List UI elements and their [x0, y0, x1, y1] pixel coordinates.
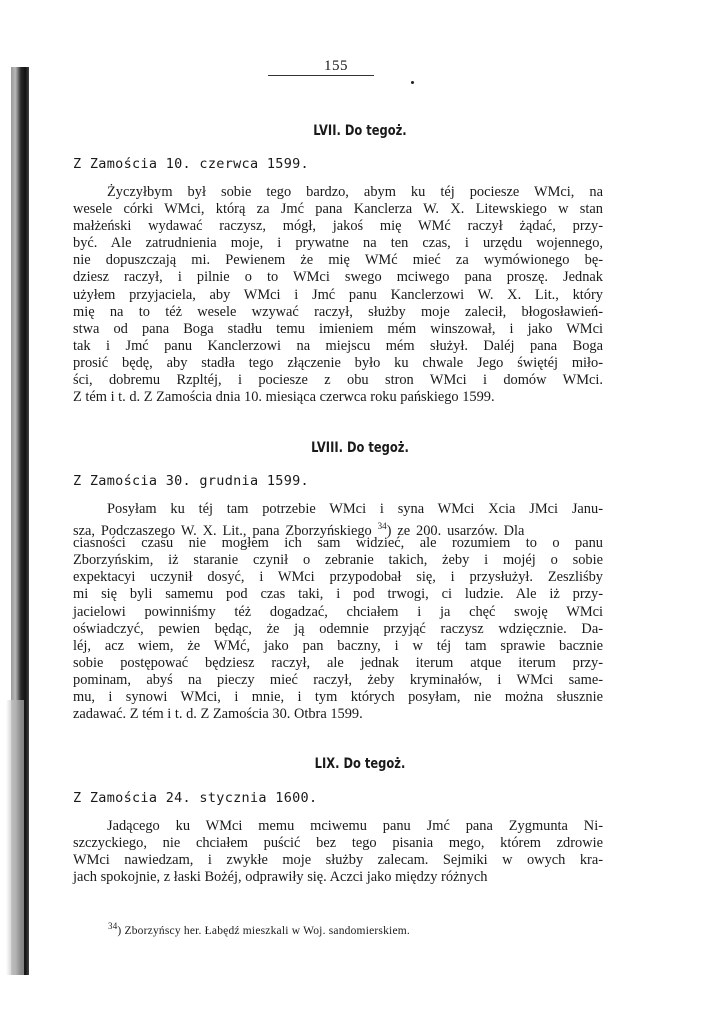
text-line: léj, acz wiem, że WMć, jako pan baczny, i w téj tam sprawie bacznie [73, 637, 603, 654]
text-line: prosić będę, aby stadła tego złączenie było ku chwale Jego świętéj miło- [73, 354, 603, 371]
text-line: pominam, abyś na pieczy mieć raczył, żeby kryminałów, i WMci same- [73, 671, 603, 688]
text-line: użyłem przyjaciela, aby WMci i Jmć panu Kanclerzowi W. X. Lit., który [73, 286, 603, 303]
footnote [108, 921, 410, 937]
text-line: Życzyłbym był sobie tego bardzo, abym ku téj pociesze WMci, na [107, 184, 603, 200]
text-line: zadawać. Z tém i t. d. Z Zamościa 30. Otbra 1599. [73, 706, 363, 723]
letter-date: Z Zamościa 24. stycznia 1600. [73, 790, 318, 806]
text-line: expektacyi uczynił dosyć, i WMci przypodobał się, i przysłużył. Zeszliśby [73, 569, 603, 586]
letter-date: Z Zamościa 30. grudnia 1599. [73, 473, 309, 489]
letter-body [73, 818, 603, 886]
text-line: stwa od pana Boga stadłu temu imieniem mém winszował, i jako WMci [73, 320, 603, 337]
section-heading: LVIII. Do tegoż. [311, 440, 409, 456]
text-line: mi się byli samemu pod czas taki, i pod trwogi, ci ludzie. Ale iż przy- [73, 586, 603, 603]
section-heading: LIX. Do tegoż. [314, 756, 406, 772]
text-line: Z tém i t. d. Z Zamościa dnia 10. miesiąca czerwca roku pańskiego 1599. [73, 389, 495, 406]
letter-body [73, 501, 603, 723]
text-line: wesele córki WMci, którą za Jmć pana Kanclerza W. X. Litewskiego w stan [73, 201, 603, 218]
footnote-mark: 34 [108, 921, 118, 931]
text-line: ciasności czasu nie mogłem ich sam widzieć, ale rozumiem to o panu [73, 535, 603, 552]
text-line-start: sza, Podczaszego W. X. Lit., pana Zborzyńskiego [73, 522, 372, 539]
text-line: jach spokojnie, z łaski Bożéj, odprawiły się. Aczci jako między różnych [73, 869, 488, 886]
text-line: szczyckiego, nie chciałem puścić bez tego pisania mego, którem zdrowie [73, 835, 603, 852]
text-line: Posyłam ku téj tam potrzebie WMci i syna WMci Xcia JMci Janu- [107, 501, 603, 517]
footnote-text: ) Zborzyńscy her. Łabędź mieszkali w Woj. sandomierskiem. [117, 924, 410, 937]
section-heading: LVII. Do tegoż. [313, 123, 407, 139]
text-line: mię na to téż wesele wzywać raczył, służby moje zalecił, błogosławień- [73, 303, 603, 320]
text-line: dziesz raczył, i pilnie o to WMci swego mciwego pana proszę. Jednak [73, 269, 603, 286]
text-line [73, 518, 603, 539]
letter-body [73, 184, 603, 406]
text-line: być. Ale zatrudnienia moje, i prywatne na ten czas, i urzędu wojennego, [73, 235, 603, 252]
text-line: sobie postępować będziesz raczył, ale jednak iterum atque iterum przy- [73, 654, 603, 671]
text-line: jacielowi powinniśmy téż dogadzać, chciałem i ja chęć swoję WMci [73, 603, 603, 620]
text-line: nie dopuszczają mi. Pewienem że mię WMć mieć za wymówionego bę- [73, 252, 603, 269]
text-line: Zborzyńskim, iż staranie czynił o zebranie takich, żeby i mojéj o sobie [73, 552, 603, 569]
page-number-rule [268, 75, 374, 76]
text-line: ści, dobremu Rzpltéj, i pociesze z obu stron WMci i domów WMci. [73, 372, 603, 389]
footnote-reference: 34 [377, 521, 387, 532]
text-line: małżeński wydawać raczysz, mógł, jakoś mię WMć raczył żądać, przy- [73, 218, 603, 235]
text-line: WMci nawiedzam, i zwykłe moje służby zalecam. Sejmiki w owych kra- [73, 852, 603, 869]
text-line: Jadącego ku WMci memu mciwemu panu Jmć pana Zygmunta Ni- [107, 818, 603, 834]
letter-date: Z Zamościa 10. czerwca 1599. [73, 156, 309, 172]
page-number: 155 [324, 58, 348, 74]
text-line-end: ) ze 200. usarzów. Dla [386, 522, 525, 539]
text-line: tak i Jmć panu Kanclerzowi na miejscu mém służył. Daléj pana Boga [73, 337, 603, 354]
speck [411, 81, 414, 84]
text-line: mu, i synowi WMci, i mnie, i tym których posyłam, nie można słusznie [73, 689, 603, 706]
binding-edge [6, 700, 24, 975]
text-line: oświadczyć, pewien będąc, że ją odemnie przyjąć raczysz wdzięcznie. Da- [73, 620, 603, 637]
